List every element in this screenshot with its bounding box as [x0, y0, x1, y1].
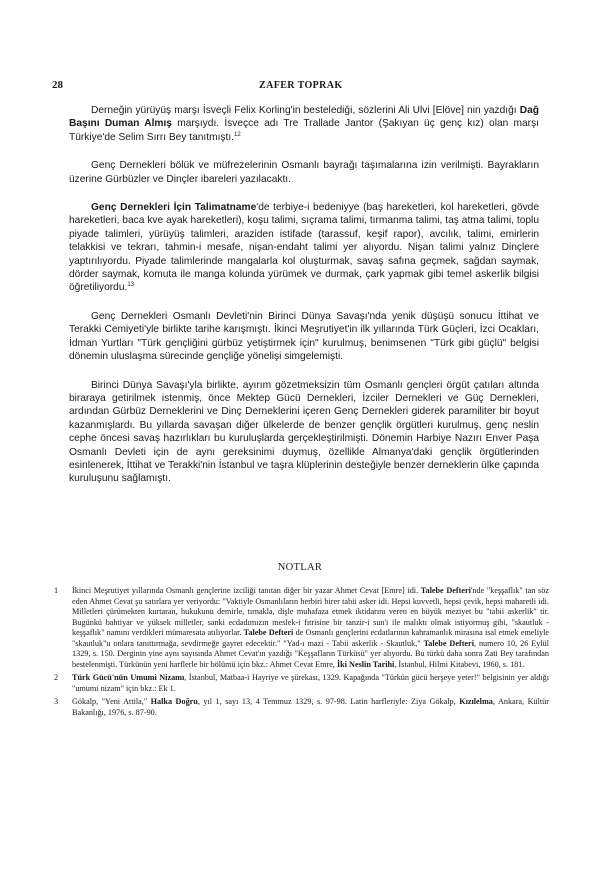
footnote-ref: 12	[234, 131, 241, 138]
footnote-number: 2	[54, 673, 59, 683]
paragraph-5: Birinci Dünya Savaşı'yla birlikte, ayırım gözetmeksizin tüm Osmanlı gençleri örgüt çatıları altında biraraya getirilmek istenmiş, önce Mektep Gücü Dernekleri, İzciler Dernekleri ve Güç Dernekleri, ardından Gürbüz Derneklerini ve Dinç Derneklerini içeren Genç Dernekleri giderek paramiliter bir boyut kazanmışlardı. Bu yıllarda savaşan diğer ülkelerde de benzer gençlik örgütleri kurulmuş, genç neslin cephe öncesi savaş hazırlıkları bu kuruluşlarda gerçekleştirilmişti. Dönemin Harbiye Nazırı Enver Paşa Osmanlı Devleti için de aynı gereksinimi duymuş, özellikle Almanya'daki gençlik örgütlerinden esinlenerek, İttihat ve Terakki'nin İstanbul ve taşra klüplerinin desteğiyle benzer derneklerin ülke çapında kuruluşunu sağlamıştı.	[69, 379, 539, 485]
bold-term: Dağ Başını Duman Almış	[69, 105, 539, 130]
paragraph-2: Genç Dernekleri bölük ve müfrezelerinin Osmanlı bayrağı taşımalarına izin verilmişti. Bayrakların üzerine Gürbüzler ve Dinçler ibareleri yazılacaktı.	[69, 160, 539, 185]
running-head: ZAFER TOPRAK	[259, 80, 343, 91]
page-header	[52, 79, 552, 93]
footnote	[54, 673, 549, 694]
bold-term: Genç Dernekleri İçin Talimatname	[91, 202, 257, 214]
paragraph-1: Derneğin yürüyüş marşı İsveçli Felix Korling'in bestelediği, sözlerini Ali Ulvi [Elöve] nin yazdığı Dağ Başını Duman Almış marşıydı. İsveçce adı Tre Trallade Jantor (Şakıyan üç genç kız) olan marşı Türkiye'de Selim Sırrı Bey tanıtmıştı.$^{12}$	[69, 105, 539, 143]
footnote-text: İkinci Meşrutiyet yıllarında Osmanlı gençlerine izciliği tanıtan diğer bir yazar Ahmet Cevat [Emre] idi. Talebe Defteri'nde "keşşaflık" tan söz eden Ahmet Cevat şu satırlara yer veriyordu: "Vaktiyle Osmanlıların herbiri birer tabii asker idi. Hepsi kuvvetli, hepsi çevik, hepsi maharetli idi. Milletleri çürümekten kurtaran, hukukunu demirle, tırnakla, dişle muhafaza etmek iktidarını veren en büyük meziyet bu "tabii askerlik" tir. Bugünkü bahtiyar ve yüksek milletler, sanki ecdadımızın meslek-i fıtrisine bir tanzir-i sun'i ile malıktı olmak istiyormuş gibi, "skautluk - keşşaflık" namını verdikleri mümaresata atılıyorlar. Talebe Defteri de Osmanlı gençlerini ecdatlarının kahramanlık mirasına isal etmek emeliyle "skautluk"u onlara tanıttırmağa, sevdirmeğe gayret edecektir." "Yad-ı mazi - Tabii askerlik - Skautluk," Talebe Defteri, numero 10, 26 Eylül 1329, s. 150. Derginin yine aynı sayısında Ahmet Cevat'ın yazdığı "Keşşafların Türküsü" yer alıyordu. Bu türkü daha sonra Zati Bey tarafından bestelenmişti. Türkünün yeni harflerle bir bölümü için bkz.: Ahmet Cevat Emre, İki Neslin Tarihi, İstanbul, Hilmi Kitabevi, 1960, s. 181.	[72, 586, 549, 669]
footnote-text: Gökalp, "Yeni Attila," Halka Doğru, yıl 1, sayı 13, 4 Temmuz 1329, s. 97-98. Latin harfleriyle: Ziya Gökalp, Kızılelma, Ankara, Kültür Bakanlığı, 1976, s. 87-90.	[72, 697, 549, 718]
footnote-ref: 13	[127, 282, 135, 289]
page-number: 28	[52, 79, 63, 91]
footnote-number: 1	[54, 586, 59, 595]
paragraph-4: Genç Dernekleri Osmanlı Devleti'nin Birinci Dünya Savaşı'nda yenik düşüşü sonucu İttihat ve Terakki Cemiyeti'yle birlikte tarihe karışmıştı. İkinci Meşrutiyet'in ilk yıllarında Türk Güçleri, İzci Ocakları, İdman Yurtları "Türk gençliğini gürbüz yetiştirmek için" kurulmuş, benimsenen "Türk gibi güçlü" belgisi dönemin uluslaşma sürecinde gençliğe yönelişi simgelemişti.	[69, 310, 539, 363]
notes-title: NOTLAR	[277, 562, 323, 573]
footnote-text: Türk Gücü'nün Umumi Nizamı, İstanbul, Matbaa-i Hayriye ve şürekası, 1329. Kapağında "Türkün gücü herşeye yeter!" belgisinin yer aldığı "umumi nizam" için bkz.: Ek 1.	[72, 673, 549, 693]
footnote	[54, 586, 549, 670]
footnote	[54, 697, 549, 718]
paragraph-3: Genç Dernekleri İçin Talimatname'de terbiye-i bedeniyye (baş hareketleri, kol hareketleri, gövde hareketleri, baca kve ayak hareketleri), koşu talimi, sıçrama talimi, tırmanma talimi, taş atma talimi, toplu piyade talimleri, yürüyüş talimleri, araziden istifade (tarassuf, keşif rapor), avcılık, talimi, emirlerin telakkisi ve tekrarı, tahmin-i mesafe, nişan-endaht talimi yer alıyordu. Nişan talimi yalnız Dinçlere yaptırılıyordu. Piyade talimlerinde mangalarla kol oluşturmak, savaş safına geçmek, sağdan saymak, dörder saymak, komuta ile manga kolunda yürümek ve durmak, çark yapmak gibi temel askerlik bilgisi öğretiliyordu.$^{13}$	[69, 202, 539, 294]
body-text	[69, 104, 539, 501]
notes-list	[54, 586, 549, 722]
footnote-number: 3	[54, 697, 59, 707]
